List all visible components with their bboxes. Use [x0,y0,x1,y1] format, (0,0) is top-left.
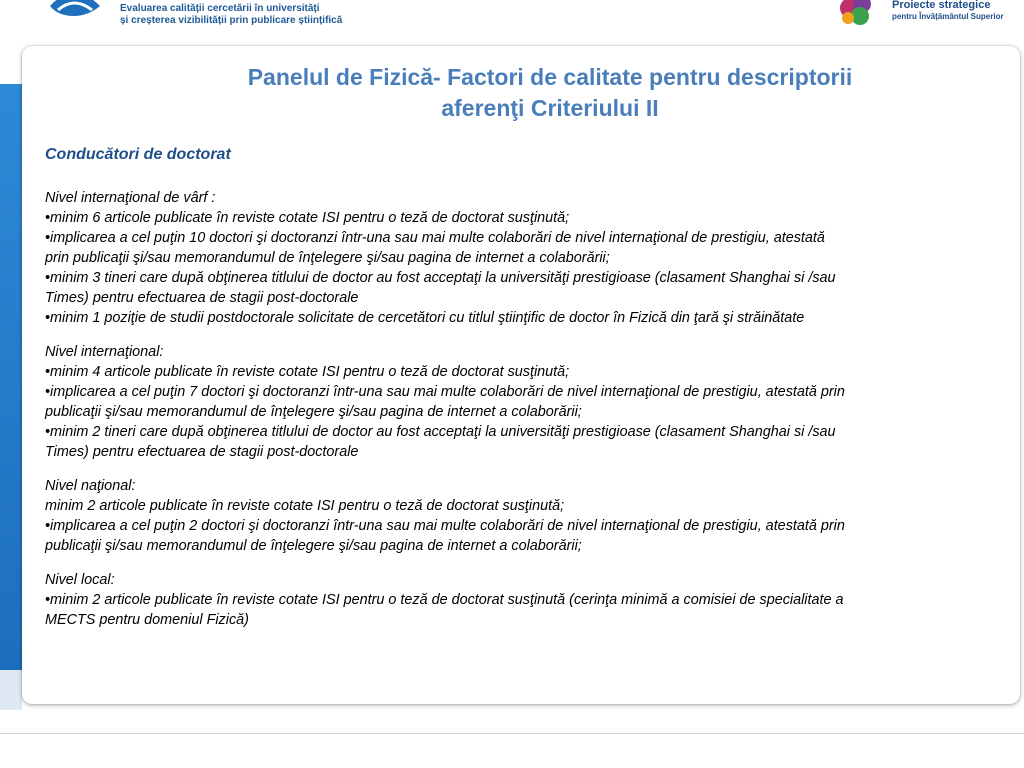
section-local [45,570,1005,630]
project-logo-icon [44,0,104,26]
criterion-line: •minim 6 articole publicate în reviste cotate ISI pentru o teză de doctorat susţinută; [45,210,570,226]
criterion-line: •minim 3 tineri care după obţinerea titlului de doctor au fost acceptaţi la universităţi prestigioase (clasament Shanghai si /sau [45,270,836,286]
section-international-top [45,188,1005,328]
left-accent-stripe-light [0,670,22,710]
section-heading: Nivel naţional: [45,478,136,494]
bottom-divider [0,733,1024,734]
strategic-projects-text [892,0,1004,22]
slide-subtitle: Conducători de doctorat [45,146,231,163]
criterion-line: •implicarea a cel puţin 2 doctori şi doctoranzi într-una sau mai multe colaborări de nivel internaţional de prestigiu, atestată prin [45,518,845,534]
header-line-1: Evaluarea calității cercetării în universități [120,3,320,14]
criterion-line: •minim 1 poziţie de studii postdoctorale solicitate de cercetători cu titlul ştiinţific de doctor în Fizică din ţară şi străinătate [45,310,805,326]
criterion-line: prin publicaţii şi/sau memorandumul de înţelegere şi/sau pagina de internet a colaborării; [45,250,610,266]
criterion-line: Times) pentru efectuarea de stagii post-doctorale [45,444,359,460]
criterion-line: publicaţii şi/sau memorandumul de înţelegere şi/sau pagina de internet a colaborării; [45,404,582,420]
criterion-line: publicaţii şi/sau memorandumul de înţelegere şi/sau pagina de internet a colaborării; [45,538,582,554]
slide-content [45,145,1005,644]
criterion-line: minim 2 articole publicate în reviste cotate ISI pentru o teză de doctorat susţinută; [45,498,565,514]
slide-title [160,62,940,124]
left-accent-stripe [0,84,22,670]
section-heading: Nivel internaţional de vârf : [45,190,216,206]
header-bar [0,0,1024,36]
section-heading: Nivel local: [45,572,115,588]
section-international [45,342,1005,462]
criterion-line: •minim 4 articole publicate în reviste cotate ISI pentru o teză de doctorat susţinută; [45,364,570,380]
slide-title-line-2: aferenţi Criteriului II [441,95,659,121]
criterion-line: •minim 2 tineri care după obţinerea titlului de doctor au fost acceptaţi la universităţi prestigioase (clasament Shanghai si /sau [45,424,836,440]
criterion-line: •implicarea a cel puţin 10 doctori şi doctoranzi într-una sau mai multe colaborări de nivel internaţional de prestigiu, atestată [45,230,825,246]
strategic-projects-sub: pentru Învățământul Superior [892,12,1004,21]
slide-title-line-1: Panelul de Fizică- Factori de calitate pentru descriptorii [247,64,853,90]
header-line-2: și creșterea vizibilității prin publicare științifică [120,15,343,26]
strategic-projects-logo-icon [836,0,880,26]
strategic-projects-title: Proiecte strategice [892,0,991,11]
section-national [45,476,1005,556]
criterion-line: •implicarea a cel puţin 7 doctori şi doctoranzi într-una sau mai multe colaborări de nivel internaţional de prestigiu, atestată prin [45,384,845,400]
project-header-text [120,3,342,27]
section-heading: Nivel internaţional: [45,344,164,360]
criterion-line: MECTS pentru domeniul Fizică) [45,612,249,628]
criterion-line: Times) pentru efectuarea de stagii post-doctorale [45,290,359,306]
criterion-line: •minim 2 articole publicate în reviste cotate ISI pentru o teză de doctorat susţinută (cerinţa minimă a comisiei de specialitate a [45,592,844,608]
